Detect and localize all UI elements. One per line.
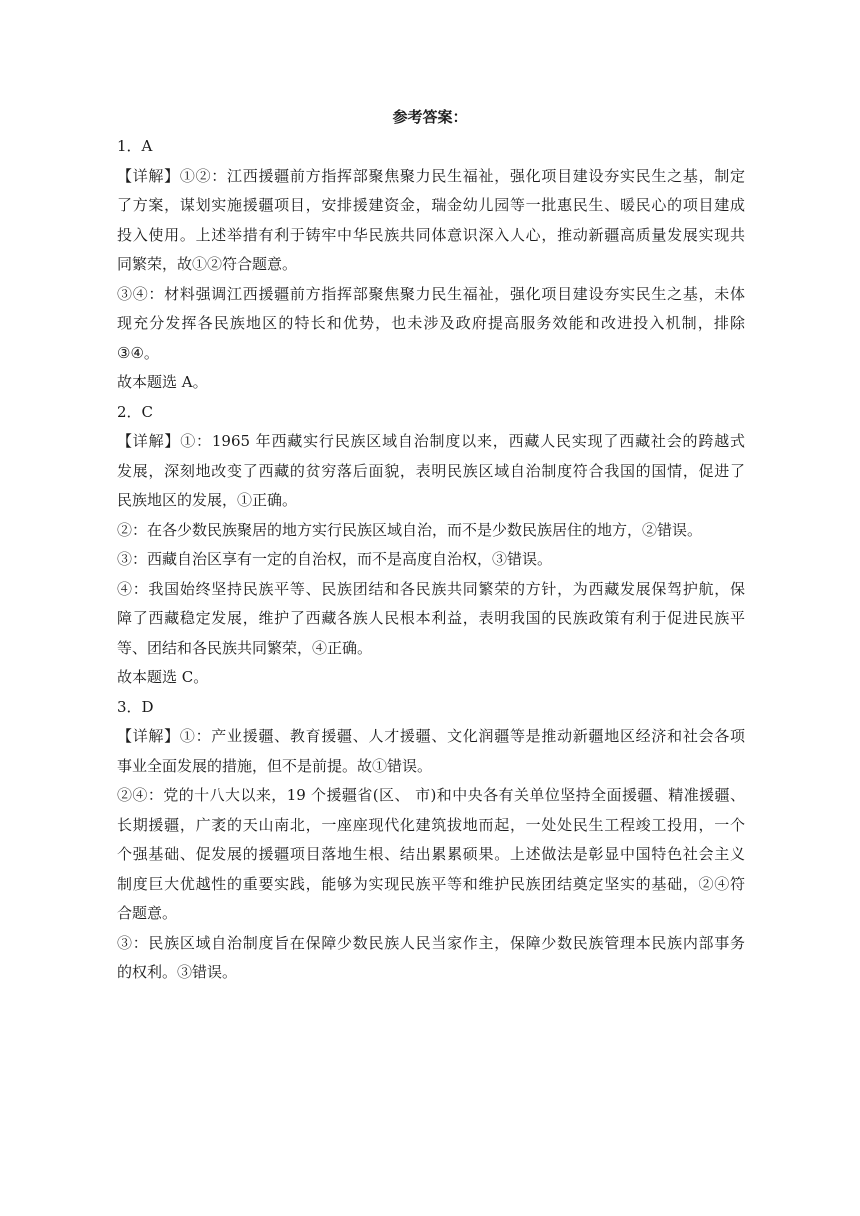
page-title: 参考答案： bbox=[392, 108, 468, 126]
explanation-paragraph bbox=[117, 368, 745, 398]
explanation-paragraph bbox=[117, 663, 745, 693]
text-line: ③：西藏自治区享有一定的自治权，而不是高度自治权，③错误。 bbox=[117, 550, 553, 568]
explanation-paragraph bbox=[117, 516, 745, 546]
question-block bbox=[117, 693, 745, 988]
text-line: 长期援疆，广袤的天山南北，一座座现代化建筑拔地而起，一处处民生工程竣工投用，一个 bbox=[117, 815, 745, 834]
text-line: ②：在各少数民族聚居的地方实行民族区域自治，而不是少数民族居住的地方，②错误。 bbox=[117, 520, 703, 539]
question-answer-heading: 1．A bbox=[117, 137, 153, 155]
text-line: 【详解】①②：江西援疆前方指挥部聚焦聚力民生福祉，强化项目建设夯实民生之基，制定 bbox=[117, 166, 745, 185]
explanation-paragraph bbox=[117, 722, 745, 781]
text-line: 投入使用。上述举措有利于铸牢中华民族共同体意识深入人心，推动新疆高质量发展实现共 bbox=[117, 225, 745, 244]
text-line: ④：我国始终坚持民族平等、民族团结和各民族共同繁荣的方针，为西藏发展保驾护航，保 bbox=[117, 579, 745, 598]
text-line: 事业全面发展的措施，但不是前提。故①错误。 bbox=[117, 756, 433, 775]
text-line: 发展，深刻地改变了西藏的贫穷落后面貌，表明民族区域自治制度符合我国的国情，促进了 bbox=[117, 461, 745, 480]
text-line: 现充分发挥各民族地区的特长和优势，也未涉及政府提高服务效能和改进投入机制，排除 bbox=[117, 314, 745, 332]
text-line: 故本题选 A。 bbox=[117, 373, 208, 391]
answer-content bbox=[117, 132, 745, 988]
question-block bbox=[117, 398, 745, 693]
explanation-paragraph bbox=[117, 575, 745, 664]
explanation-paragraph bbox=[117, 929, 745, 988]
explanation-paragraph bbox=[117, 427, 745, 516]
text-line: 【详解】①：1965 年西藏实行民族区域自治制度以来，西藏人民实现了西藏社会的跨越式 bbox=[117, 432, 745, 450]
text-line: 了方案，谋划实施援疆项目，安排援建资金，瑞金幼儿园等一批惠民生、暖民心的项目建成 bbox=[117, 196, 745, 214]
text-line: 合题意。 bbox=[117, 904, 178, 922]
text-line: 制度巨大优越性的重要实践，能够为实现民族平等和维护民族团结奠定坚实的基础，②④符 bbox=[117, 874, 745, 893]
explanation-paragraph bbox=[117, 781, 745, 929]
explanation-paragraph bbox=[117, 162, 745, 280]
question-answer-heading: 3．D bbox=[117, 697, 154, 716]
text-line: 民族地区的发展，①正确。 bbox=[117, 491, 298, 509]
explanation-paragraph bbox=[117, 545, 745, 575]
text-line: 个强基础、促发展的援疆项目落地生根、结出累累硕果。上述做法是彰显中国特色社会主义 bbox=[117, 845, 745, 863]
text-line: ②④：党的十八大以来，19 个援疆省(区、 市)和中央各有关单位坚持全面援疆、精准援疆、 bbox=[117, 786, 745, 804]
question-block bbox=[117, 132, 745, 398]
text-line: 障了西藏稳定发展，维护了西藏各族人民根本利益，表明我国的民族政策有利于促进民族平 bbox=[117, 609, 745, 627]
text-line: 【详解】①：产业援疆、教育援疆、人才援疆、文化润疆等是推动新疆地区经济和社会各项 bbox=[117, 727, 745, 745]
question-answer-heading: 2．C bbox=[117, 402, 154, 421]
text-line: ③④。 bbox=[117, 343, 159, 362]
explanation-paragraph bbox=[117, 280, 745, 369]
text-line: 的权利。③错误。 bbox=[117, 963, 238, 981]
text-line: 故本题选 C。 bbox=[117, 668, 209, 686]
text-line: 同繁荣，故①②符合题意。 bbox=[117, 255, 298, 273]
text-line: ③④：材料强调江西援疆前方指挥部聚焦聚力民生福祉，强化项目建设夯实民生之基，未体 bbox=[117, 284, 745, 303]
text-line: 等、团结和各民族共同繁荣，④正确。 bbox=[117, 638, 373, 657]
text-line: ③：民族区域自治制度旨在保障少数民族人民当家作主，保障少数民族管理本民族内部事务 bbox=[117, 933, 745, 952]
